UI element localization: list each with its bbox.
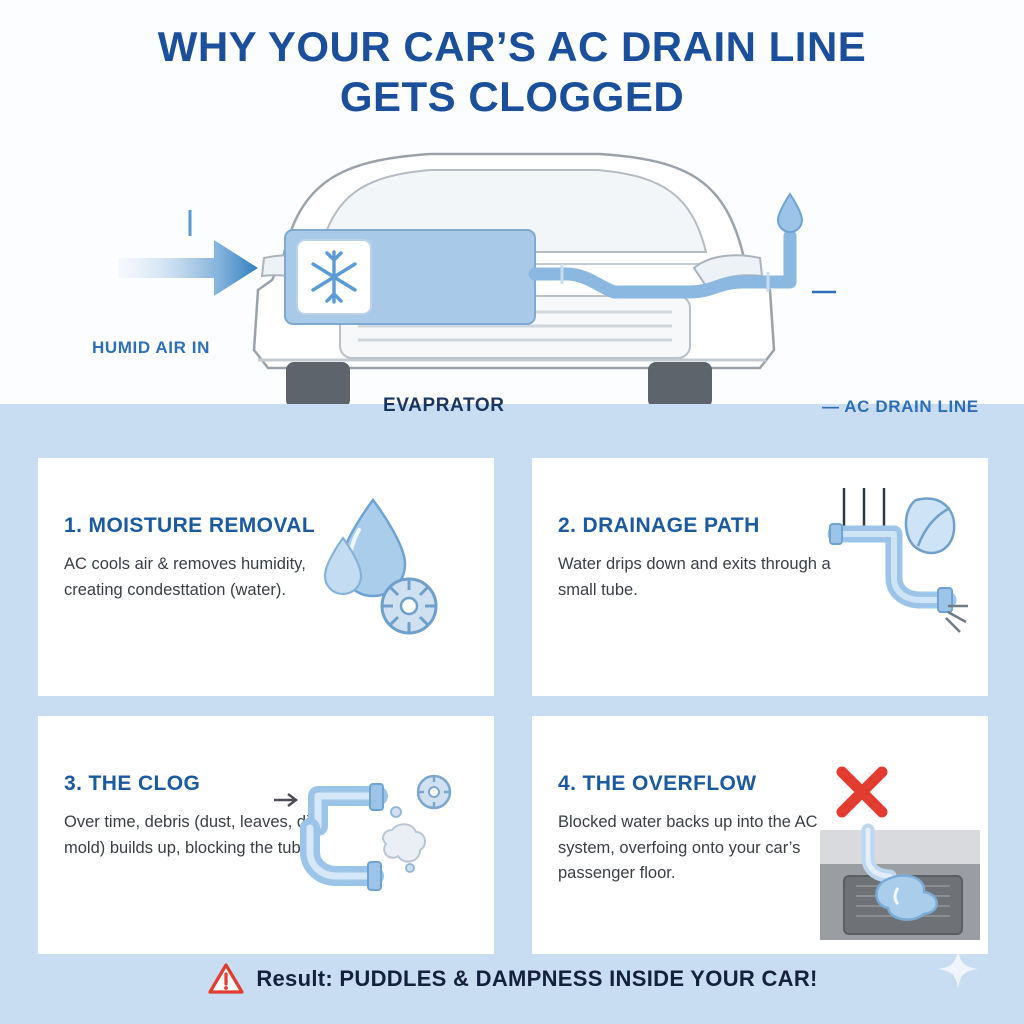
leaf-icon — [906, 499, 954, 553]
fan-icon — [382, 579, 436, 633]
warning-triangle-icon — [208, 963, 244, 995]
steps-grid — [38, 458, 988, 938]
step-card-4 — [532, 716, 988, 954]
title-line-2: GETS CLOGGED — [339, 72, 685, 120]
debris-cloud-icon — [383, 824, 425, 861]
ac-drain-line-label: — AC DRAIN LINE — [822, 397, 979, 416]
step-card-1 — [38, 458, 494, 696]
step-card-3 — [38, 716, 494, 954]
result-banner — [38, 950, 988, 1008]
hero-illustration — [0, 140, 1024, 416]
water-droplet-icon — [778, 194, 802, 232]
clogged-tube-icon — [310, 784, 383, 890]
step-3-body: Over time, debris (dust, leaves, dirt, mold) builds up, blocking the tube. — [64, 813, 325, 857]
floor-mat-photo — [820, 830, 980, 940]
step-4-title: 4. THE OVERFLOW — [558, 772, 757, 795]
title-line-1: WHY YOUR CAR’S AC DRAIN LINE — [157, 23, 867, 70]
step-1-title: 1. MOISTURE REMOVAL — [64, 514, 316, 537]
step-3-title: 3. THE CLOG — [64, 772, 201, 795]
evaporator-label: EVAPRATOR — [383, 395, 505, 416]
arrow-right-icon — [118, 210, 258, 296]
red-x-icon — [842, 772, 882, 812]
car-diagram-svg — [0, 140, 1024, 404]
result-detail: PUDDLES & DAMPNESS INSIDE YOUR CAR! — [333, 966, 818, 991]
humid-air-label: HUMID AIR IN — [92, 338, 211, 357]
result-label: Result: — [256, 966, 333, 991]
dust-particle-icon — [418, 776, 450, 808]
step-4-illustration — [820, 730, 980, 940]
sparkle-icon — [934, 945, 982, 993]
step-2-title: 2. DRAINAGE PATH — [558, 514, 760, 537]
step-1-illustration — [313, 494, 458, 644]
step-2-body: Water drips down and exits through a small tube. — [558, 555, 831, 599]
step-4-body: Blocked water backs up into the AC system, overfoing onto your car’s passenger floor. — [558, 813, 818, 883]
water-flow-lines — [844, 488, 884, 526]
step-2-illustration — [820, 482, 970, 642]
page-title — [0, 22, 1024, 121]
evaporator-box — [285, 230, 535, 324]
arrow-right-icon — [274, 794, 296, 806]
step-1-body: AC cools air & removes humidity, creating condesttation (water). — [64, 555, 306, 599]
header-section — [0, 0, 1024, 416]
result-text — [256, 966, 817, 992]
step-3-illustration — [274, 756, 464, 906]
step-card-2 — [532, 458, 988, 696]
